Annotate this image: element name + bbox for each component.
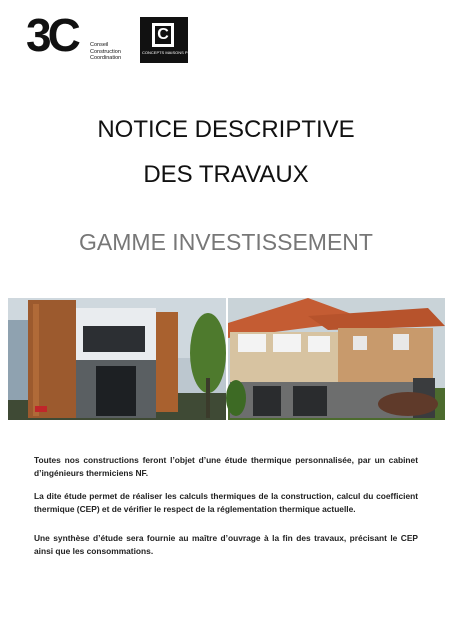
logo-3c-line2: Construction xyxy=(90,48,121,55)
house-renderings-image xyxy=(8,298,445,420)
logo-3c-tagline xyxy=(90,42,121,62)
logo-concept-mark: C xyxy=(152,23,174,47)
paragraph-study-synthesis: Une synthèse d’étude sera fournie au maître d’ouvrage à la fin des travaux, précisant le CEP ainsi que les consommations. xyxy=(34,533,418,556)
document-title-line1: NOTICE DESCRIPTIVE xyxy=(97,116,355,143)
logo-3c-line3: Coordination xyxy=(90,55,122,61)
logo-3c xyxy=(26,9,126,64)
logo-concept-text: CONCEPTS MAISONS PRO xyxy=(142,50,194,55)
logo-3c-line1: Conseil xyxy=(90,42,109,48)
traditional-house-rendering xyxy=(226,298,445,420)
logo-3c-mark: 3C xyxy=(26,9,77,61)
paragraph-thermal-calculation: La dite étude permet de réaliser les calculs thermiques de la construction, calcul du coefficient thermique (CEP) et de vérifier le respect de la réglementation thermique actuelle. xyxy=(34,491,418,514)
logo-concept-maisons xyxy=(140,17,194,63)
document-title-line2: DES TRAVAUX xyxy=(143,161,309,188)
paragraph-thermal-study: Toutes nos constructions feront l’objet d’une étude thermique personnalisée, par un cabinet d’ingénieurs thermiciens NF. xyxy=(34,455,418,478)
modern-house-rendering xyxy=(8,298,226,420)
document-subtitle: GAMME INVESTISSEMENT xyxy=(79,229,373,255)
